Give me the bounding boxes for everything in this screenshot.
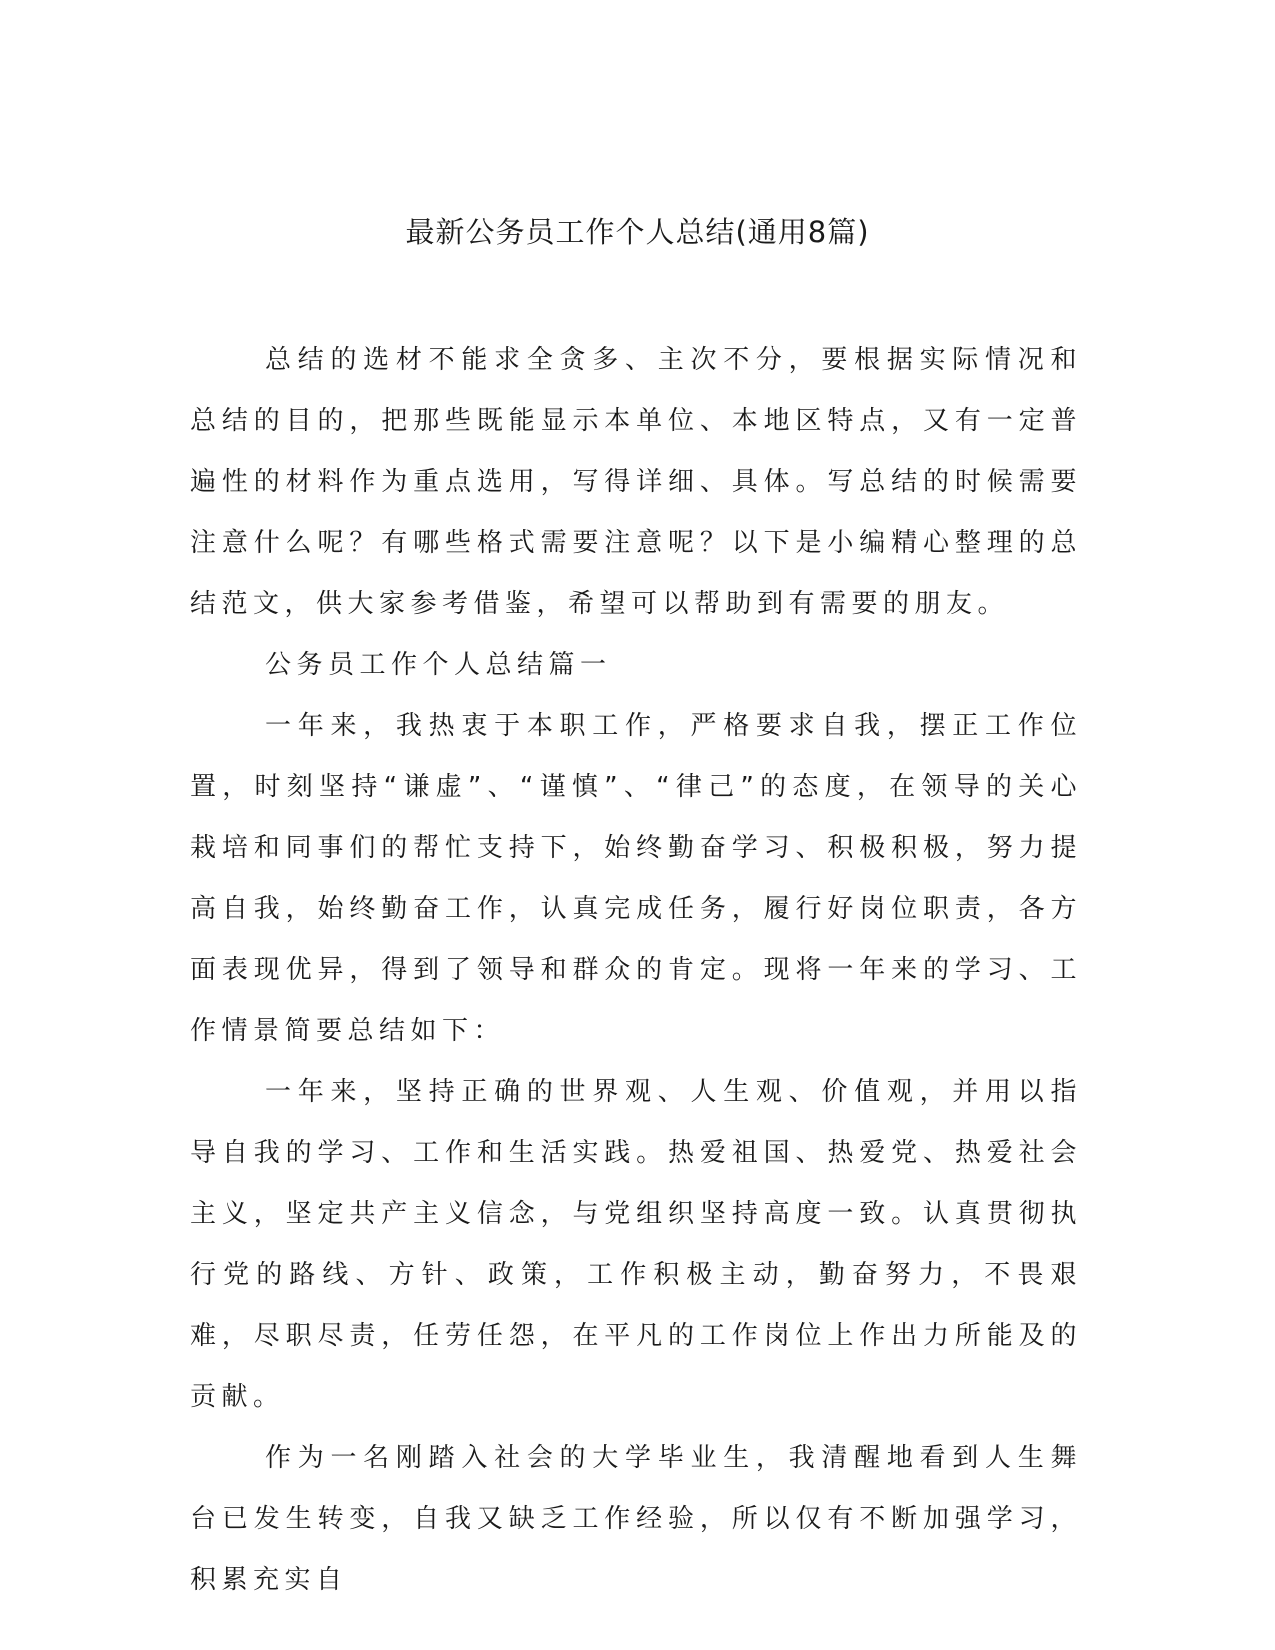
body-paragraph-1: 一年来，我热衷于本职工作，严格要求自我，摆正工作位置，时刻坚持“谦虚”、“谨慎”、“律己”的态度，在领导的关心栽培和同事们的帮忙支持下，始终勤奋学习、积极积极，努力提高自我，始终勤奋工作，认真完成任务，履行好岗位职责，各方面表现优异，得到了领导和群众的肯定。现将一年来的学习、工作情景简要总结如下： (190, 711, 1082, 1046)
document-title: 最新公务员工作个人总结(通用8篇) (405, 215, 870, 249)
body-paragraph-3: 作为一名刚踏入社会的大学毕业生，我清醒地看到人生舞台已发生转变，自我又缺乏工作经验，所以仅有不断加强学习，积累充实自 (190, 1443, 1082, 1595)
section-heading: 公务员工作个人总结篇一 (265, 650, 612, 680)
document-body (190, 330, 1082, 1611)
body-paragraph-2: 一年来，坚持正确的世界观、人生观、价值观，并用以指导自我的学习、工作和生活实践。热爱祖国、热爱党、热爱社会主义，坚定共产主义信念，与党组织坚持高度一致。认真贯彻执行党的路线、方针、政策，工作积极主动，勤奋努力，不畏艰难，尽职尽责，任劳任怨，在平凡的工作岗位上作出力所能及的贡献。 (190, 1077, 1082, 1412)
intro-paragraph: 总结的选材不能求全贪多、主次不分，要根据实际情况和总结的目的，把那些既能显示本单位、本地区特点，又有一定普遍性的材料作为重点选用，写得详细、具体。写总结的时候需要注意什么呢？有哪些格式需要注意呢？以下是小编精心整理的总结范文，供大家参考借鉴，希望可以帮助到有需要的朋友。 (190, 345, 1082, 619)
